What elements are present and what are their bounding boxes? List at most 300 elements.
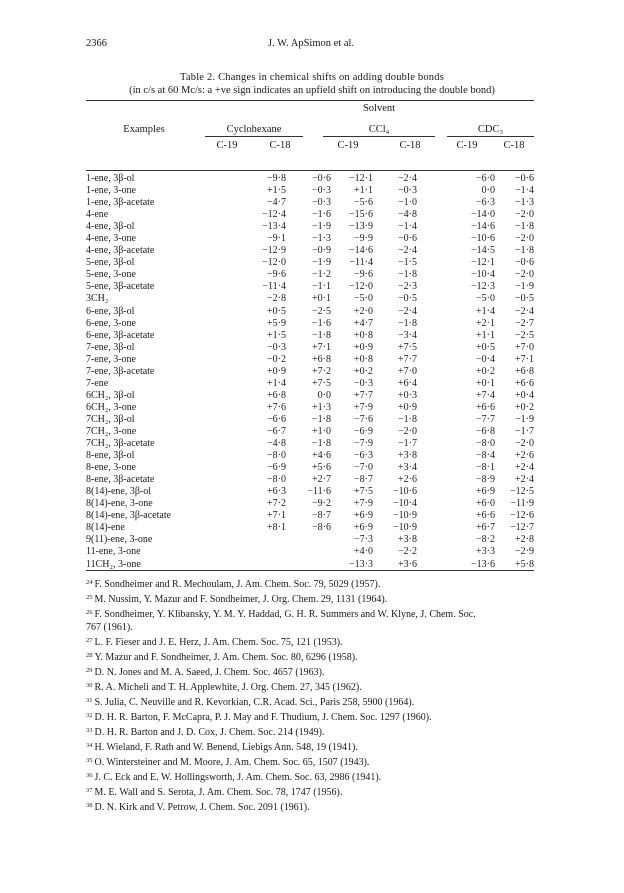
reference-item — [86, 799, 534, 814]
shift-value: −14·6 — [471, 221, 495, 233]
row-example-label: 8(14)-ene, 3-one — [86, 498, 153, 510]
shift-value: +7·0 — [515, 341, 534, 353]
shift-value: −1·5 — [398, 257, 417, 269]
shift-value: +7·9 — [354, 401, 373, 413]
shift-value: −2·0 — [515, 438, 534, 450]
reference-item — [86, 694, 534, 709]
shift-value: +7·5 — [312, 377, 331, 389]
shift-value: −2·0 — [398, 425, 417, 437]
shift-value: −1·9 — [515, 413, 534, 425]
shift-value: −2·5 — [515, 329, 534, 341]
table-row — [86, 173, 534, 185]
shift-value: −8·1 — [476, 462, 495, 474]
reference-number: 37 — [86, 787, 93, 794]
references-list — [86, 576, 534, 814]
shift-value: +6·6 — [476, 510, 495, 522]
reference-number: 34 — [86, 742, 93, 749]
shift-value: +0·1 — [312, 293, 331, 305]
shift-value: −7·9 — [354, 438, 373, 450]
reference-item — [86, 709, 534, 724]
shift-value: +0·5 — [267, 305, 286, 317]
reference-number: 33 — [86, 727, 93, 734]
shift-value: −8·2 — [476, 534, 495, 546]
table-row — [86, 486, 534, 498]
ccl4-underline — [323, 136, 435, 137]
shift-value: −1·8 — [515, 221, 534, 233]
table-row — [86, 438, 534, 450]
shift-value: +6·8 — [515, 365, 534, 377]
shift-value: +7·1 — [312, 341, 331, 353]
shift-value: +6·7 — [476, 522, 495, 534]
shift-value: −1·1 — [312, 281, 331, 293]
shift-value: −12·9 — [262, 245, 286, 257]
shift-value: −1·9 — [312, 257, 331, 269]
table-caption: Table 2. Changes in chemical shifts on adding double bonds — [180, 72, 444, 83]
shift-value: −8·4 — [476, 450, 495, 462]
shift-value: −6·7 — [267, 425, 286, 437]
row-example-label: 1-ene, 3-one — [86, 185, 136, 197]
shift-value: −3·4 — [398, 329, 417, 341]
page-header — [86, 38, 536, 52]
table-row — [86, 366, 534, 378]
reference-number: 27 — [86, 637, 93, 644]
shift-value: +7·9 — [354, 498, 373, 510]
shift-value: −9·9 — [354, 233, 373, 245]
reference-item — [86, 664, 534, 679]
shift-value: −10·9 — [393, 510, 417, 522]
shift-value: −0·3 — [312, 185, 331, 197]
shift-value: −9·8 — [267, 173, 286, 184]
reference-item — [86, 679, 534, 694]
shift-value: −2·4 — [398, 245, 417, 257]
table-row — [86, 245, 534, 257]
row-example-label: 7-ene, 3β-ol — [86, 341, 135, 353]
table-row — [86, 221, 534, 233]
table-row — [86, 269, 534, 281]
sub-header-cdc3-c19: C-19 — [456, 140, 478, 151]
shift-value: +0·9 — [354, 341, 373, 353]
shift-value: +0·8 — [354, 353, 373, 365]
shift-value: +7·5 — [354, 486, 373, 498]
sub-header-ccl4-c18: C-18 — [399, 140, 421, 151]
shift-value: −8·7 — [312, 510, 331, 522]
shift-value: −1·8 — [398, 413, 417, 425]
shift-value: +0·1 — [476, 377, 495, 389]
shift-value: +0·2 — [515, 401, 534, 413]
table-row — [86, 414, 534, 426]
shift-value: +2·6 — [515, 450, 534, 462]
shift-value: +0·2 — [476, 365, 495, 377]
reference-item — [86, 754, 534, 769]
reference-number: 36 — [86, 772, 93, 779]
shift-value: −10·4 — [393, 498, 417, 510]
shift-value: −0·6 — [515, 257, 534, 269]
shift-value: +2·7 — [312, 474, 331, 486]
shift-value: −10·6 — [471, 233, 495, 245]
table-top-rule — [86, 100, 534, 101]
table-subcaption: (in c/s at 60 Mc/s: a +ve sign indicates an upfield shift on introducing the double bond) — [129, 85, 495, 96]
shift-value: −1·7 — [515, 425, 534, 437]
reference-text: Y. Mazur and F. Sondheimer, J. Am. Chem. Soc. 80, 6296 (1958). — [94, 652, 358, 663]
shift-value: −0·3 — [398, 185, 417, 197]
shift-value: −6·9 — [267, 462, 286, 474]
reference-text: L. F. Fieser and J. E. Herz, J. Am. Chem. Soc. 75, 121 (1953). — [94, 637, 343, 648]
shift-value: +1·5 — [267, 329, 286, 341]
reference-number: 28 — [86, 652, 93, 659]
shift-value: +1·1 — [476, 329, 495, 341]
shift-value: −14·0 — [471, 209, 495, 221]
shift-value: −1·8 — [515, 245, 534, 257]
reference-text: S. Julia, C. Neuville and R. Kevorkian, C.R. Acad. Sci., Paris 258, 5900 (1964). — [94, 697, 415, 708]
table-row — [86, 559, 534, 571]
shift-value: +5·8 — [515, 558, 534, 570]
shift-value: +1·4 — [267, 377, 286, 389]
shift-value: −1·7 — [398, 438, 417, 450]
shift-value: −6·3 — [354, 450, 373, 462]
shift-value: +6·6 — [476, 401, 495, 413]
shift-value: +6·0 — [476, 498, 495, 510]
shift-value: −6·6 — [267, 413, 286, 425]
row-example-label: 4-ene, 3-one — [86, 233, 136, 245]
shift-value: −2·2 — [398, 546, 417, 558]
shift-value: +0·4 — [515, 389, 534, 401]
reference-text: D. H. R. Barton and J. D. Cox, J. Chem. Soc. 214 (1949). — [94, 727, 325, 738]
shift-value: −1·9 — [312, 221, 331, 233]
row-example-label: 6-ene, 3-one — [86, 317, 136, 329]
reference-item — [86, 649, 534, 664]
shift-value: −9·6 — [354, 269, 373, 281]
shift-value: −1·4 — [398, 221, 417, 233]
shift-value: +7·1 — [515, 353, 534, 365]
shift-value: −7·7 — [476, 413, 495, 425]
shift-value: −14·5 — [471, 245, 495, 257]
row-example-label: 7-ene — [86, 377, 109, 389]
row-example-label: 8(14)-ene, 3β-ol — [86, 486, 152, 498]
shift-value: +7·4 — [476, 389, 495, 401]
shift-value: −1·8 — [398, 269, 417, 281]
table-row — [86, 233, 534, 245]
reference-number: 25 — [86, 594, 93, 601]
shift-value: +7·5 — [398, 341, 417, 353]
shift-value: −4·8 — [267, 438, 286, 450]
table-row — [86, 426, 534, 438]
row-example-label: 5-ene, 3β-ol — [86, 257, 135, 269]
shift-value: +3·6 — [398, 558, 417, 570]
reference-number: 31 — [86, 697, 93, 704]
reference-text: O. Wintersteiner and M. Moore, J. Am. Chem. Soc. 65, 1507 (1943). — [94, 757, 370, 768]
table-row — [86, 293, 534, 305]
table-row — [86, 462, 534, 474]
solvent-cyclohexane-header: Cyclohexane — [226, 124, 282, 135]
shift-value: +1·5 — [267, 185, 286, 197]
shift-value: −1·8 — [312, 329, 331, 341]
shift-value: 0·0 — [317, 389, 331, 401]
table-row — [86, 306, 534, 318]
shift-value: +2·6 — [398, 474, 417, 486]
table-row — [86, 185, 534, 197]
reference-item — [86, 739, 534, 754]
reference-continuation: 767 (1961). — [86, 622, 133, 633]
table-row — [86, 197, 534, 209]
table-row — [86, 209, 534, 221]
table-row — [86, 546, 534, 558]
page-number: 2366 — [86, 38, 107, 49]
shift-value: −2·7 — [515, 317, 534, 329]
shift-value: −11·4 — [262, 281, 286, 293]
shift-value: −0·6 — [398, 233, 417, 245]
reference-text: F. Sondheimer, Y. Klibansky, Y. M. Y. Haddad, G. H. R. Summers and W. Klyne, J. Chem. Soc. — [94, 609, 476, 620]
row-example-label: 8(14)-ene — [86, 522, 125, 534]
shift-value: −5·0 — [476, 293, 495, 305]
shift-value: −1·8 — [312, 413, 331, 425]
reference-item — [86, 634, 534, 649]
reference-item — [86, 784, 534, 799]
shift-value: +4·7 — [354, 317, 373, 329]
shift-value: −0·3 — [267, 341, 286, 353]
shift-value: +7·7 — [354, 389, 373, 401]
sub-header-cyclohexane-c18: C-18 — [269, 140, 291, 151]
shift-value: −11·6 — [307, 486, 331, 498]
shift-value: −5·6 — [354, 197, 373, 209]
shift-value: −2·0 — [515, 233, 534, 245]
shift-value: +5·9 — [267, 317, 286, 329]
reference-text: D. N. Kirk and V. Petrow, J. Chem. Soc. 2091 (1961). — [94, 802, 310, 813]
shift-value: +8·1 — [267, 522, 286, 534]
shift-value: −2·9 — [515, 546, 534, 558]
shift-table-body — [86, 173, 534, 571]
shift-value: +3·8 — [398, 534, 417, 546]
reference-number: 30 — [86, 682, 93, 689]
table-row — [86, 257, 534, 269]
reference-text: M. E. Wall and S. Serota, J. Am. Chem. Soc. 78, 1747 (1956). — [94, 787, 343, 798]
row-example-label: 5-ene, 3-one — [86, 269, 136, 281]
table-row — [86, 534, 534, 546]
sub-header-ccl4-c19: C-19 — [337, 140, 359, 151]
shift-value: −2·4 — [398, 305, 417, 317]
shift-value: +6·3 — [267, 486, 286, 498]
row-example-label: 4-ene — [86, 209, 109, 221]
table-row — [86, 390, 534, 402]
row-example-label: 7CH₂, 3β-acetate — [86, 438, 155, 450]
shift-value: −2·4 — [398, 173, 417, 184]
shift-value: −1·3 — [515, 197, 534, 209]
shift-value: −13·3 — [349, 558, 373, 570]
shift-value: −9·6 — [267, 269, 286, 281]
reference-text: J. C. Eck and E. W. Hollingsworth, J. Am. Chem. Soc. 63, 2986 (1941). — [94, 772, 382, 783]
shift-value: −6·0 — [476, 173, 495, 184]
shift-value: −2·8 — [267, 293, 286, 305]
shift-value: +1·1 — [354, 185, 373, 197]
shift-value: −0·6 — [312, 173, 331, 184]
reference-text: M. Nussim, Y. Mazur and F. Sondheimer, J. Org. Chem. 29, 1131 (1964). — [94, 594, 388, 605]
row-example-label: 4-ene, 3β-ol — [86, 221, 135, 233]
table-row — [86, 354, 534, 366]
shift-value: −13·6 — [471, 558, 495, 570]
reference-item — [86, 591, 534, 606]
shift-value: −12·7 — [510, 522, 534, 534]
table-row — [86, 450, 534, 462]
solvent-header: Solvent — [362, 103, 396, 114]
shift-value: +6·8 — [312, 353, 331, 365]
shift-value: +0·5 — [476, 341, 495, 353]
shift-value: +7·6 — [267, 401, 286, 413]
shift-value: −2·5 — [312, 305, 331, 317]
row-example-label: 7CH₂, 3β-ol — [86, 413, 135, 425]
shift-value: −12·0 — [262, 257, 286, 269]
shift-value: −12·5 — [510, 486, 534, 498]
row-example-label: 1-ene, 3β-ol — [86, 173, 135, 184]
shift-value: +5·6 — [312, 462, 331, 474]
table-row — [86, 498, 534, 510]
examples-header: Examples — [123, 124, 165, 135]
shift-value: −6·3 — [476, 197, 495, 209]
row-example-label: 6-ene, 3β-ol — [86, 305, 135, 317]
shift-value: +2·4 — [515, 474, 534, 486]
shift-value: −0·5 — [515, 293, 534, 305]
shift-value: +7·1 — [267, 510, 286, 522]
reference-text: F. Sondheimer and R. Mechoulam, J. Am. Chem. Soc. 79, 5029 (1957). — [94, 579, 381, 590]
shift-value: −0·3 — [312, 197, 331, 209]
reference-item — [86, 576, 534, 591]
reference-text: D. N. Jones and M. A. Saeed, J. Chem. Soc. 4657 (1963). — [94, 667, 325, 678]
shift-value: −12·0 — [349, 281, 373, 293]
shift-value: −1·4 — [515, 185, 534, 197]
reference-item — [86, 769, 534, 784]
shift-value: −10·6 — [393, 486, 417, 498]
shift-value: −0·2 — [267, 353, 286, 365]
shift-value: −0·3 — [354, 377, 373, 389]
shift-value: +0·2 — [354, 365, 373, 377]
shift-value: +3·8 — [398, 450, 417, 462]
shift-value: −15·6 — [349, 209, 373, 221]
shift-value: −8·6 — [312, 522, 331, 534]
shift-value: +6·8 — [267, 389, 286, 401]
shift-value: +2·8 — [515, 534, 534, 546]
shift-value: −6·9 — [354, 425, 373, 437]
reference-text: H. Wieland, F. Rath and W. Benend, Liebigs Ann. 548, 19 (1941). — [94, 742, 358, 753]
row-example-label: 11CH₂, 3-one — [86, 558, 141, 570]
shift-value: −11·9 — [510, 498, 534, 510]
shift-value: −10·4 — [471, 269, 495, 281]
shift-value: +2·0 — [354, 305, 373, 317]
row-example-label: 1-ene, 3β-acetate — [86, 197, 155, 209]
shift-value: −11·4 — [349, 257, 373, 269]
shift-value: −2·0 — [515, 209, 534, 221]
reference-number: 29 — [86, 667, 93, 674]
solvent-cdc3-header: CDC₃ — [477, 124, 504, 135]
row-example-label: 8-ene, 3-one — [86, 462, 136, 474]
shift-value: +7·0 — [398, 365, 417, 377]
row-example-label: 4-ene, 3β-acetate — [86, 245, 155, 257]
row-example-label: 9(11)-ene, 3-one — [86, 534, 153, 546]
shift-value: −14·6 — [349, 245, 373, 257]
shift-value: −7·6 — [354, 413, 373, 425]
shift-value: −1·8 — [398, 317, 417, 329]
shift-value: −1·8 — [312, 438, 331, 450]
sub-header-cdc3-c18: C-18 — [503, 140, 525, 151]
shift-value: −6·8 — [476, 425, 495, 437]
row-example-label: 7-ene, 3-one — [86, 353, 136, 365]
table-row — [86, 342, 534, 354]
reference-text: D. H. R. Barton, F. McCapra, P. J. May and F. Thudium, J. Chem. Soc. 1297 (1960). — [94, 712, 432, 723]
row-example-label: 8-ene, 3β-acetate — [86, 474, 155, 486]
row-example-label: 5-ene, 3β-acetate — [86, 281, 155, 293]
reference-item — [86, 606, 534, 621]
shift-value: −2·0 — [515, 269, 534, 281]
sub-header-cyclohexane-c19: C-19 — [216, 140, 238, 151]
shift-value: −8·7 — [354, 474, 373, 486]
shift-value: −5·0 — [354, 293, 373, 305]
shift-value: −1·2 — [312, 269, 331, 281]
row-example-label: 6CH₂, 3-one — [86, 401, 137, 413]
shift-value: −0·5 — [398, 293, 417, 305]
shift-value: +6·9 — [354, 522, 373, 534]
shift-value: +1·0 — [312, 425, 331, 437]
shift-value: −1·9 — [515, 281, 534, 293]
shift-value: +3·3 — [476, 546, 495, 558]
shift-value: −13·4 — [262, 221, 286, 233]
shift-value: −8·0 — [267, 450, 286, 462]
table-row — [86, 378, 534, 390]
shift-value: +1·3 — [312, 401, 331, 413]
row-example-label: 11-ene, 3-one — [86, 546, 141, 558]
shift-value: −13·9 — [349, 221, 373, 233]
shift-value: −4·8 — [398, 209, 417, 221]
reference-item — [86, 724, 534, 739]
shift-value: −8·0 — [267, 474, 286, 486]
shift-value: −10·9 — [393, 522, 417, 534]
solvent-ccl4-header: CCl₄ — [368, 124, 390, 135]
shift-value: −12·6 — [510, 510, 534, 522]
shift-value: −0·9 — [312, 245, 331, 257]
shift-value: +7·2 — [312, 365, 331, 377]
row-example-label: 6-ene, 3β-acetate — [86, 329, 155, 341]
row-example-label: 7CH₂, 3-one — [86, 425, 137, 437]
shift-value: −2·3 — [398, 281, 417, 293]
shift-value: −1·6 — [312, 209, 331, 221]
table-row — [86, 402, 534, 414]
reference-number: 32 — [86, 712, 93, 719]
shift-value: −7·0 — [354, 462, 373, 474]
shift-value: −1·3 — [312, 233, 331, 245]
shift-value: +4·6 — [312, 450, 331, 462]
shift-value: −4·7 — [267, 197, 286, 209]
reference-text: R. A. Micheli and T. H. Applewhite, J. Org. Chem. 27, 345 (1962). — [94, 682, 362, 693]
shift-value: +0·3 — [398, 389, 417, 401]
shift-value: −8·9 — [476, 474, 495, 486]
row-example-label: 6CH₂, 3β-ol — [86, 389, 135, 401]
shift-value: +2·1 — [476, 317, 495, 329]
shift-value: +6·4 — [398, 377, 417, 389]
shift-value: −1·6 — [312, 317, 331, 329]
cdc3-underline — [447, 136, 534, 137]
shift-value: −2·4 — [515, 305, 534, 317]
table-bottom-rule — [86, 570, 534, 571]
table-row — [86, 474, 534, 486]
reference-number: 38 — [86, 802, 93, 809]
table-row — [86, 281, 534, 293]
shift-value: +7·7 — [398, 353, 417, 365]
shift-value: +4·0 — [354, 546, 373, 558]
row-example-label: 8(14)-ene, 3β-acetate — [86, 510, 172, 522]
row-example-label: 7-ene, 3β-acetate — [86, 365, 155, 377]
row-example-label: 8-ene, 3β-ol — [86, 450, 135, 462]
shift-value: +0·9 — [398, 401, 417, 413]
shift-value: +7·2 — [267, 498, 286, 510]
shift-value: −9·2 — [312, 498, 331, 510]
shift-value: −12·1 — [471, 257, 495, 269]
shift-value: +1·4 — [476, 305, 495, 317]
